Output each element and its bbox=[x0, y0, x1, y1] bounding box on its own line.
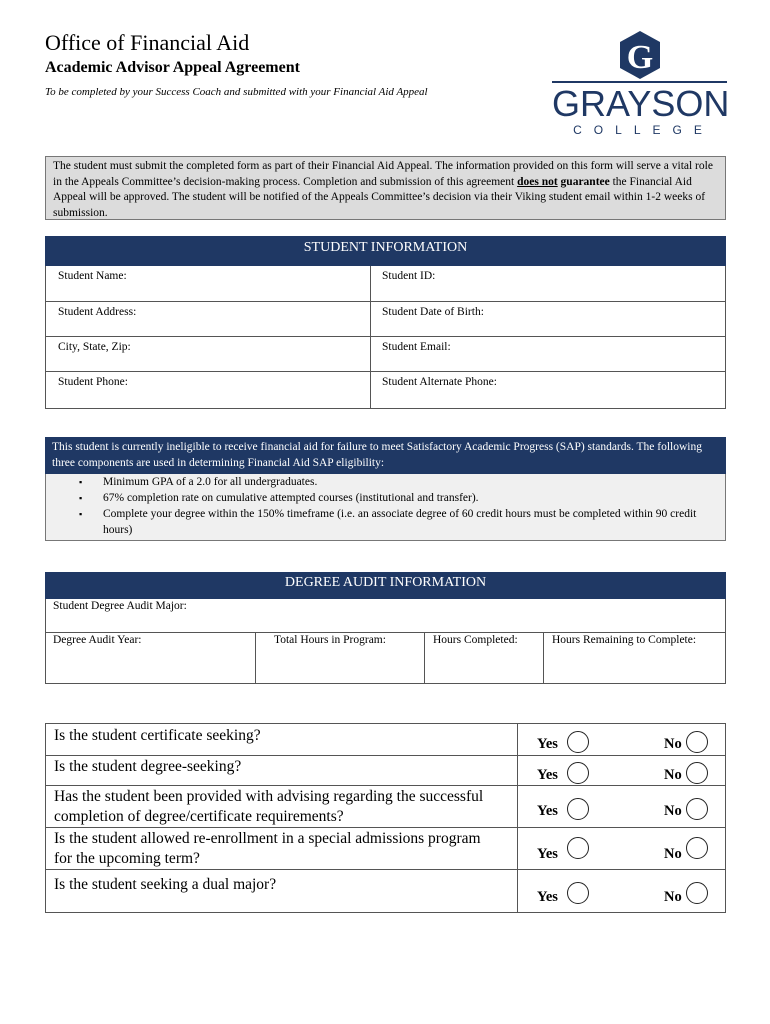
question-degree-seeking: Is the student degree-seeking? bbox=[54, 758, 242, 775]
bullet-icon: ▪ bbox=[79, 493, 83, 503]
row-divider bbox=[46, 785, 725, 786]
student-id-field[interactable] bbox=[370, 266, 725, 301]
dual-major-no-radio[interactable] bbox=[686, 882, 708, 904]
sap-criterion: ▪ Minimum GPA of a 2.0 for all undergraduates. bbox=[79, 476, 318, 488]
row-divider bbox=[46, 869, 725, 870]
student-name-label: Student Name: bbox=[58, 270, 127, 282]
student-email-field[interactable] bbox=[370, 337, 725, 372]
notice-emphasis-does-not: does not bbox=[517, 175, 558, 188]
grayson-college-logo bbox=[552, 30, 730, 140]
yes-label: Yes bbox=[537, 736, 558, 752]
no-label: No bbox=[664, 736, 682, 752]
student-address-field[interactable] bbox=[46, 302, 370, 337]
question-reenrollment-allowed: Is the student allowed re-enrollment in a special admissions program for the upcoming term? bbox=[54, 830, 481, 867]
degree-audit-major-label: Student Degree Audit Major: bbox=[53, 600, 187, 612]
bullet-icon: ▪ bbox=[79, 509, 83, 519]
emblem-letter: G bbox=[626, 39, 654, 76]
row-divider bbox=[46, 827, 725, 828]
hours-remaining-label: Hours Remaining to Complete: bbox=[552, 634, 697, 646]
degree-seeking-yes-radio[interactable] bbox=[567, 762, 589, 784]
student-info-grid bbox=[45, 266, 726, 409]
student-phone-label: Student Phone: bbox=[58, 376, 128, 388]
student-email-label: Student Email: bbox=[382, 341, 451, 353]
city-state-zip-label: City, State, Zip: bbox=[58, 341, 131, 353]
form-instruction: To be completed by your Success Coach and submitted with your Financial Aid Appeal bbox=[45, 86, 428, 98]
student-address-label: Student Address: bbox=[58, 306, 137, 318]
certificate-seeking-yes-radio[interactable] bbox=[567, 731, 589, 753]
question-advising-provided: Has the student been provided with advising regarding the successful completion of degree/certificate requirements? bbox=[54, 788, 484, 825]
hours-remaining-field[interactable] bbox=[543, 633, 725, 684]
logo-subtext: COLLEGE bbox=[573, 123, 714, 137]
degree-audit-heading: DEGREE AUDIT INFORMATION bbox=[45, 572, 726, 599]
total-hours-label: Total Hours in Program: bbox=[274, 634, 386, 646]
degree-audit-grid bbox=[45, 599, 726, 684]
advising-provided-no-radio[interactable] bbox=[686, 798, 708, 820]
student-info-row bbox=[46, 336, 725, 371]
student-info-heading: STUDENT INFORMATION bbox=[45, 236, 726, 266]
yes-label: Yes bbox=[537, 767, 558, 783]
question-certificate-seeking: Is the student certificate seeking? bbox=[54, 727, 261, 744]
no-label: No bbox=[664, 846, 682, 862]
no-label: No bbox=[664, 803, 682, 819]
table-divider bbox=[517, 724, 518, 912]
logo-name: GRAYSON bbox=[552, 83, 730, 124]
certificate-seeking-no-radio[interactable] bbox=[686, 731, 708, 753]
degree-seeking-no-radio[interactable] bbox=[686, 762, 708, 784]
degree-audit-year-label: Degree Audit Year: bbox=[53, 634, 142, 646]
advising-provided-yes-radio[interactable] bbox=[567, 798, 589, 820]
degree-audit-row bbox=[46, 632, 725, 683]
bullet-icon: ▪ bbox=[79, 477, 83, 487]
degree-audit-major-field[interactable] bbox=[46, 599, 725, 632]
sap-criterion: ▪ Complete your degree within the 150% timeframe (i.e. an associate degree of 60 credit hours must be completed within 90 credit hours) bbox=[79, 508, 697, 536]
student-info-row bbox=[46, 301, 725, 336]
sap-intro: This student is currently ineligible to receive financial aid for failure to meet Satisfactory Academic Progress (SAP) standards. The following three components are used in determining Financial Aid SAP eligibility: bbox=[45, 437, 726, 474]
student-alt-phone-label: Student Alternate Phone: bbox=[382, 376, 497, 388]
notice-text-2: the Financial Aid Appeal will be approved. The student will be notified of the Appeals Committee’s decision via their Viking student email within 1-2 weeks of submission. bbox=[53, 175, 706, 219]
student-info-row bbox=[46, 371, 725, 408]
yes-no-questions-table bbox=[45, 723, 726, 913]
no-label: No bbox=[664, 889, 682, 905]
row-divider bbox=[46, 755, 725, 756]
yes-label: Yes bbox=[537, 889, 558, 905]
notice-text-1: The student must submit the completed form as part of their Financial Aid Appeal. The information provided on this form will serve a vital role in the Appeals Committee’s decision-making process. Completion and submission of this agreement bbox=[53, 160, 713, 188]
yes-label: Yes bbox=[537, 803, 558, 819]
student-id-label: Student ID: bbox=[382, 270, 436, 282]
hours-completed-field[interactable] bbox=[424, 633, 543, 684]
student-name-field[interactable] bbox=[46, 266, 370, 301]
city-state-zip-field[interactable] bbox=[46, 337, 370, 372]
question-dual-major: Is the student seeking a dual major? bbox=[54, 876, 277, 893]
student-alt-phone-field[interactable] bbox=[370, 372, 725, 409]
yes-label: Yes bbox=[537, 846, 558, 862]
notice-emphasis-guarantee: guarantee bbox=[560, 175, 610, 188]
reenrollment-no-radio[interactable] bbox=[686, 837, 708, 859]
reenrollment-yes-radio[interactable] bbox=[567, 837, 589, 859]
hours-completed-label: Hours Completed: bbox=[433, 634, 518, 646]
sap-criterion: ▪ 67% completion rate on cumulative attempted courses (institutional and transfer). bbox=[79, 492, 479, 504]
page-title: Office of Financial Aid bbox=[45, 30, 250, 55]
notice-box bbox=[45, 156, 726, 220]
form-subtitle: Academic Advisor Appeal Agreement bbox=[45, 59, 300, 76]
no-label: No bbox=[664, 767, 682, 783]
dual-major-yes-radio[interactable] bbox=[567, 882, 589, 904]
student-phone-field[interactable] bbox=[46, 372, 370, 409]
sap-criteria-list bbox=[45, 474, 726, 541]
student-dob-field[interactable] bbox=[370, 302, 725, 337]
college-emblem-icon bbox=[618, 30, 662, 80]
degree-audit-year-field[interactable] bbox=[46, 633, 255, 684]
student-dob-label: Student Date of Birth: bbox=[382, 306, 484, 318]
total-hours-field[interactable] bbox=[255, 633, 424, 684]
student-info-row bbox=[46, 266, 725, 301]
